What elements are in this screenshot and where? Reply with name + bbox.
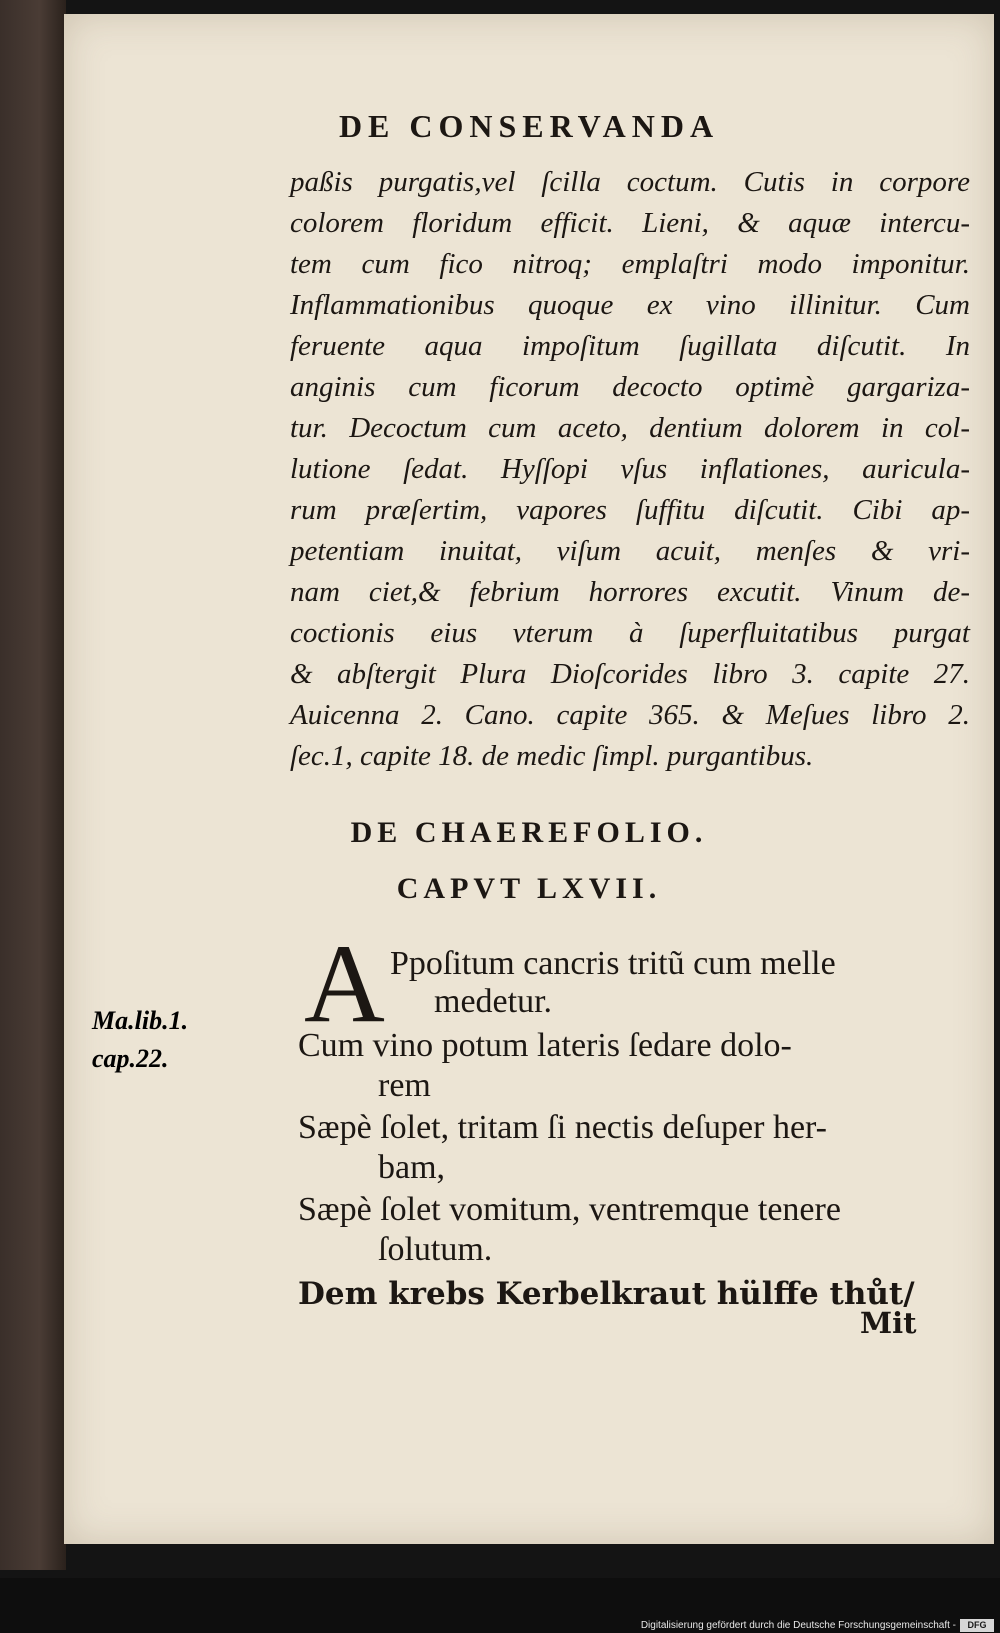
body-line: tem cum fico nitroq; emplaſtri modo imponitur. — [290, 248, 970, 280]
running-head: DE CONSERVANDA — [338, 108, 720, 144]
book-page — [64, 14, 994, 1544]
body-line: nam ciet,& febrium horrores excutit. Vinum de- — [290, 576, 970, 608]
verse-line: Sæpè ſolet, tritam ſi nectis deſuper her- — [298, 1109, 828, 1146]
body-line: coctionis eius vterum à ſuperfluitatibus purgat — [290, 617, 970, 649]
body-line: Inflammationibus quoque ex vino illinitur. Cum — [290, 289, 970, 321]
digitization-credit: Digitalisierung gefördert durch die Deutsche Forschungsgemeinschaft - — [640, 1620, 956, 1631]
margin-note-line: Ma.lib.1. — [92, 1006, 189, 1035]
dfg-logo: DFG — [960, 1619, 994, 1632]
body-line: anginis cum ficorum decocto optimè gargariza- — [290, 371, 970, 403]
german-line: Dem krebs Kerbelkraut hülffe thůt/ — [298, 1276, 915, 1312]
body-line: rum præſertim, vapores ſuffitu diſcutit. Cibi ap- — [290, 494, 970, 526]
body-text — [290, 162, 970, 777]
margin-note — [92, 1002, 188, 1078]
margin-note-line: cap.22. — [92, 1044, 169, 1073]
catchword: Mit — [860, 1306, 917, 1340]
verse-line: Sæpè ſolet vomitum, ventremque tenere — [298, 1191, 841, 1228]
body-line: feruente aqua impoſitum ſugillata diſcutit. In — [290, 330, 970, 362]
body-line: tur. Decoctum cum aceto, dentium dolorem in col- — [290, 412, 970, 444]
body-line: ſec.1, capite 18. de medic ſimpl. purgantibus. — [290, 740, 814, 772]
verse-line: ſolutum. — [378, 1231, 493, 1268]
body-line: & abſtergit Plura Dioſcorides libro 3. capite 27. — [290, 658, 970, 690]
body-line: petentiam inuitat, viſum acuit, menſes & vri- — [290, 535, 970, 567]
verse-line: bam, — [378, 1149, 446, 1186]
section-title: DE CHAEREFOLIO. — [350, 816, 708, 849]
verse-line: Cum vino potum lateris ſedare dolo- — [298, 1027, 792, 1064]
drop-cap: A — [304, 922, 385, 1046]
body-line: colorem floridum efficit. Lieni, & aquæ intercu- — [290, 207, 970, 239]
body-line: paßis purgatis,vel ſcilla coctum. Cutis in corpore — [290, 166, 970, 198]
body-line: Auicenna 2. Cano. capite 365. & Meſues libro 2. — [290, 699, 970, 731]
verse-line: Ppoſitum cancris tritũ cum melle — [390, 945, 836, 982]
verse-line: medetur. — [434, 983, 553, 1020]
verse-line: rem — [378, 1067, 431, 1104]
chapter-heading: CAPVT LXVII. — [396, 872, 662, 905]
book-spine-strip — [0, 0, 66, 1570]
body-line: lutione ſedat. Hyſſopi vſus inflationes, auricula- — [290, 453, 970, 485]
